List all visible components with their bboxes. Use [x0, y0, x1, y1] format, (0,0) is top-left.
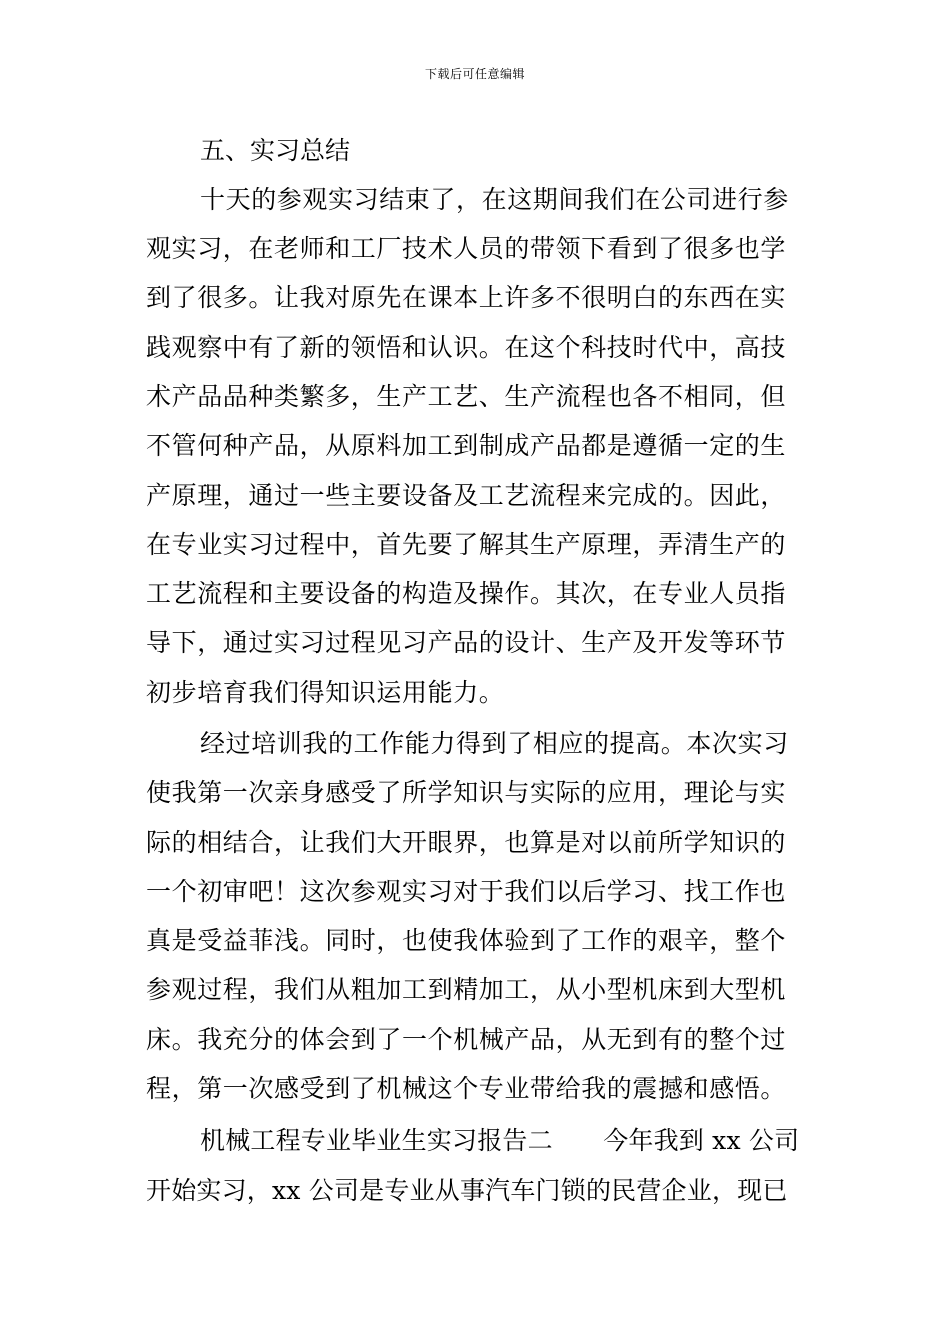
paragraph-line: 不管何种产品，从原料加工到制成产品都是遵循一定的生: [146, 431, 787, 460]
section-heading: 五、实习总结: [200, 136, 351, 165]
paragraph-line: 真是受益菲浅。同时，也使我体验到了工作的艰辛，整个: [146, 926, 787, 955]
paragraph-line: 初步培育我们得知识运用能力。: [146, 678, 505, 707]
paragraph-line: 到了很多。让我对原先在课本上许多不很明白的东西在实: [146, 283, 787, 312]
paragraph-line: 十天的参观实习结束了，在这期间我们在公司进行参: [200, 185, 789, 214]
paragraph-line: 使我第一次亲身感受了所学知识与实际的应用，理论与实: [146, 778, 787, 807]
paragraph-line: 参观过程，我们从粗加工到精加工，从小型机床到大型机: [146, 975, 787, 1004]
paragraph-line: 程，第一次感受到了机械这个专业带给我的震撼和感悟。: [146, 1074, 787, 1103]
paragraph-line: 导下，通过实习过程见习产品的设计、生产及开发等环节: [146, 628, 787, 657]
paragraph-line: 际的相结合，让我们大开眼界，也算是对以前所学知识的: [146, 828, 787, 857]
paragraph-line: 在专业实习过程中，首先要了解其生产原理，弄清生产的: [146, 530, 787, 559]
paragraph-line: 观实习，在老师和工厂技术人员的带领下看到了很多也学: [146, 234, 787, 263]
paragraph-line: 一个初审吧！这次参观实习对于我们以后学习、找工作也: [146, 877, 787, 906]
paragraph-line: 经过培训我的工作能力得到了相应的提高。本次实习: [200, 729, 789, 758]
paragraph-line: 工艺流程和主要设备的构造及操作。其次，在专业人员指: [146, 579, 787, 608]
paragraph-line: 产原理，通过一些主要设备及工艺流程来完成的。因此，: [146, 481, 787, 510]
paragraph-line: 床。我充分的体会到了一个机械产品，从无到有的整个过: [146, 1025, 787, 1054]
paragraph-line: 机械工程专业毕业生实习报告二 今年我到 xx 公司: [200, 1126, 800, 1155]
header-note: 下载后可任意编辑: [424, 67, 525, 81]
paragraph-line: 开始实习，xx 公司是专业从事汽车门锁的民营企业，现已: [146, 1176, 788, 1205]
paragraph-line: 术产品品种类繁多，生产工艺、生产流程也各不相同，但: [146, 382, 787, 411]
paragraph-line: 践观察中有了新的领悟和认识。在这个科技时代中，高技: [146, 333, 787, 362]
